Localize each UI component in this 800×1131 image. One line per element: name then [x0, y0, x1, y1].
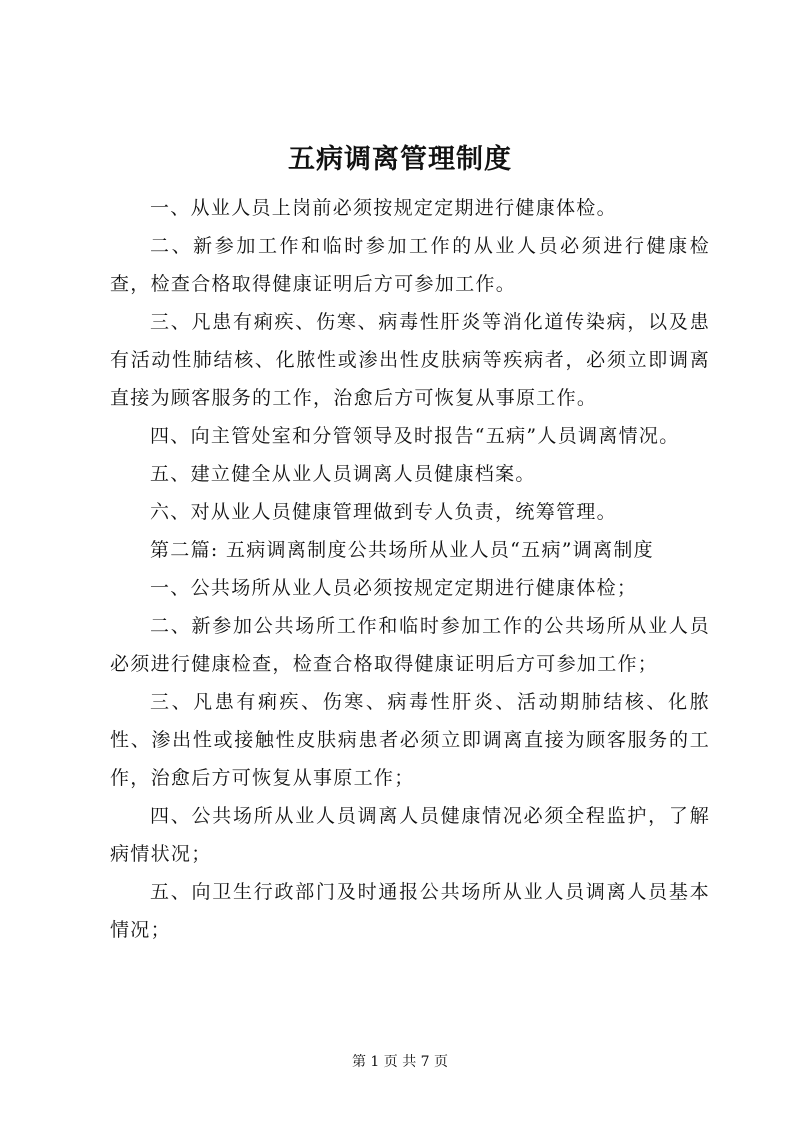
- section-heading: 第二篇: 五病调离制度公共场所从业人员“五病”调离制度: [150, 539, 654, 561]
- paragraph: 四、公共场所从业人员调离人员健康情况必须全程监护，了解病情状况；: [110, 805, 710, 865]
- paragraph: 六、对从业人员健康管理做到专人负责，统筹管理。: [150, 501, 617, 523]
- page-title: 五病调离管理制度: [288, 144, 512, 175]
- paragraph: 一、公共场所从业人员必须按规定定期进行健康体检；: [150, 577, 638, 599]
- paragraph: 二、新参加工作和临时参加工作的从业人员必须进行健康检查，检查合格取得健康证明后方可参加工作。: [110, 235, 710, 295]
- paragraph: 五、建立健全从业人员调离人员健康档案。: [150, 463, 536, 485]
- paragraph: 四、向主管处室和分管领导及时报告“五病”人员调离情况。: [150, 425, 680, 447]
- page-footer: 第 1 页 共 7 页: [351, 1054, 449, 1070]
- document-body: [110, 189, 710, 949]
- paragraph: 三、凡患有痢疾、伤寒、病毒性肝炎等消化道传染病，以及患有活动性肺结核、化脓性或渗出性皮肤病等疾病者，必须立即调离直接为顾客服务的工作，治愈后方可恢复从事原工作。: [110, 311, 710, 409]
- paragraph: 三、凡患有痢疾、伤寒、病毒性肝炎、活动期肺结核、化脓性、渗出性或接触性皮肤病患者必须立即调离直接为顾客服务的工作，治愈后方可恢复从事原工作；: [110, 691, 710, 789]
- paragraph: 二、新参加公共场所工作和临时参加工作的公共场所从业人员必须进行健康检查，检查合格取得健康证明后方可参加工作；: [110, 615, 710, 675]
- paragraph: 一、从业人员上岗前必须按规定定期进行健康体检。: [150, 197, 617, 219]
- paragraph: 五、向卫生行政部门及时通报公共场所从业人员调离人员基本情况；: [110, 881, 710, 941]
